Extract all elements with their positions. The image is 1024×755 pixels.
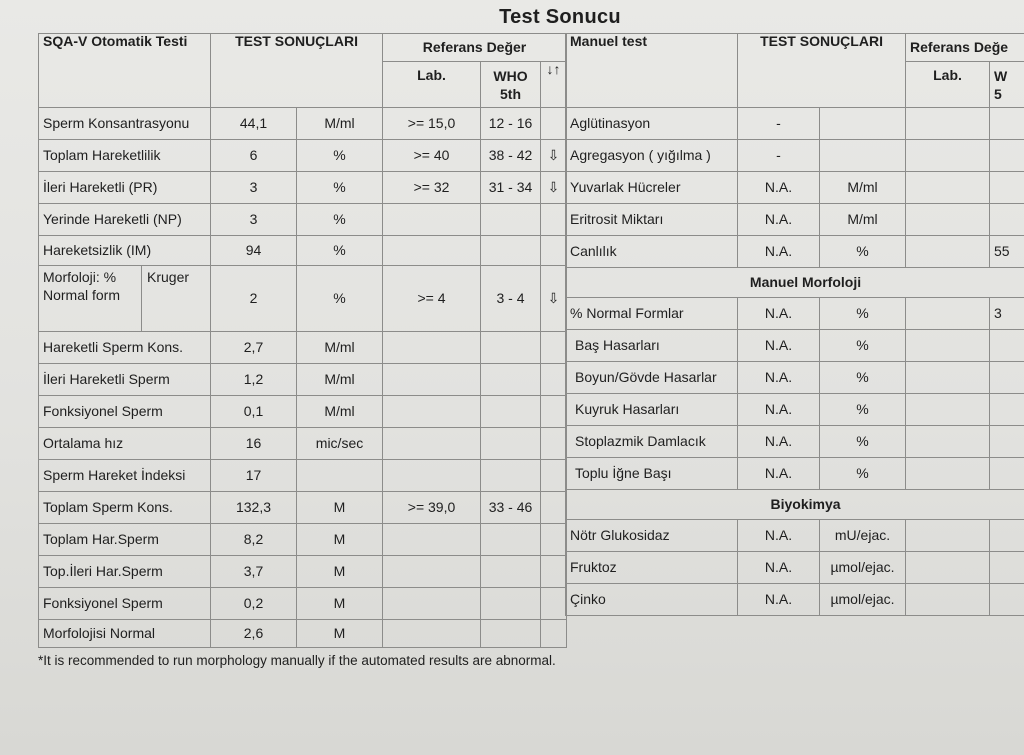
manual-result-unit: M/ml (820, 172, 906, 204)
table-row (566, 362, 1024, 394)
reference-who (481, 588, 541, 620)
manual-reference-who: 55 (990, 236, 1024, 268)
result-unit: M (297, 620, 383, 648)
reference-lab: >= 4 (383, 266, 481, 332)
table-row (566, 298, 1024, 330)
test-name: Sperm Hareket İndeksi (39, 460, 211, 492)
morphology-result-value: N.A. (738, 394, 820, 426)
table-row (39, 364, 567, 396)
reference-who: 33 - 46 (481, 492, 541, 524)
header-manual-results: TEST SONUÇLARI (738, 34, 906, 108)
low-flag-icon (541, 588, 567, 620)
result-unit: M/ml (297, 364, 383, 396)
table-row (566, 330, 1024, 362)
low-flag-icon (541, 428, 567, 460)
manual-result-value: - (738, 108, 820, 140)
morphology-result-unit: % (820, 458, 906, 490)
morphology-reference-lab (906, 394, 990, 426)
result-value: 8,2 (211, 524, 297, 556)
header-who (481, 62, 541, 108)
section-title-morphology: Manuel Morfoloji (566, 268, 1024, 298)
table-row (39, 204, 567, 236)
header-who-edition: 5th (500, 85, 522, 102)
reference-lab (383, 428, 481, 460)
result-value: 44,1 (211, 108, 297, 140)
test-name-cell (39, 266, 211, 332)
header-manual-who-label: W (994, 68, 1008, 84)
reference-who: 31 - 34 (481, 172, 541, 204)
result-unit: mic/sec (297, 428, 383, 460)
morphology-reference-lab (906, 426, 990, 458)
reference-who: 3 - 4 (481, 266, 541, 332)
manual-result-value: N.A. (738, 236, 820, 268)
result-value: 0,2 (211, 588, 297, 620)
table-row (39, 332, 567, 364)
morphology-result-unit: % (820, 426, 906, 458)
reference-who (481, 396, 541, 428)
morphology-test-name: Boyun/Gövde Hasarlar (566, 362, 738, 394)
table-row (566, 236, 1024, 268)
result-value: 6 (211, 140, 297, 172)
header-indicator: ↓↑ (541, 62, 567, 108)
biochem-result-value: N.A. (738, 520, 820, 552)
manual-reference-lab (906, 204, 990, 236)
cell-divider (141, 266, 142, 332)
result-value: 2,6 (211, 620, 297, 648)
test-method: Kruger (147, 269, 190, 285)
morphology-reference-who (990, 394, 1024, 426)
biochem-reference-who (990, 520, 1024, 552)
table-row (566, 172, 1024, 204)
low-flag-icon: ⇩ (541, 266, 567, 332)
table-row (39, 492, 567, 524)
morphology-test-name: Kuyruk Hasarları (566, 394, 738, 426)
header-manual-who (990, 62, 1024, 108)
header-manual-reference: Referans Değe (906, 34, 1024, 62)
test-name: Sperm Konsantrasyonu (39, 108, 211, 140)
result-unit: M/ml (297, 332, 383, 364)
morphology-result-unit: % (820, 330, 906, 362)
biochem-result-value: N.A. (738, 584, 820, 616)
biochem-result-unit: µmol/ejac. (820, 584, 906, 616)
reference-who (481, 524, 541, 556)
low-flag-icon: ⇩ (541, 140, 567, 172)
low-flag-icon (541, 204, 567, 236)
result-value: 3 (211, 204, 297, 236)
manual-test-rows (566, 108, 1024, 616)
morphology-reference-lab (906, 330, 990, 362)
test-name: Toplam Har.Sperm (39, 524, 211, 556)
page-title: Test Sonucu (499, 6, 621, 28)
reference-who: 38 - 42 (481, 140, 541, 172)
table-row (566, 108, 1024, 140)
table-row (566, 520, 1024, 552)
morphology-result-value: N.A. (738, 298, 820, 330)
automated-test-table (38, 33, 567, 648)
test-name: Morfolojisi Normal (39, 620, 211, 648)
morphology-test-name: Baş Hasarları (566, 330, 738, 362)
reference-lab: >= 39,0 (383, 492, 481, 524)
reference-lab (383, 524, 481, 556)
table-row (39, 266, 567, 332)
morphology-result-unit: % (820, 362, 906, 394)
low-flag-icon (541, 236, 567, 266)
reference-who (481, 460, 541, 492)
manual-result-value: N.A. (738, 172, 820, 204)
reference-who (481, 236, 541, 266)
result-unit: % (297, 172, 383, 204)
reference-who (481, 428, 541, 460)
result-value: 2,7 (211, 332, 297, 364)
test-name-line2: Normal form (43, 287, 121, 303)
biochem-reference-lab (906, 584, 990, 616)
manual-test-name: Canlılık (566, 236, 738, 268)
table-row (39, 140, 567, 172)
result-unit: % (297, 140, 383, 172)
manual-reference-who (990, 204, 1024, 236)
morphology-result-unit: % (820, 394, 906, 426)
result-unit: % (297, 266, 383, 332)
biochem-test-name: Fruktoz (566, 552, 738, 584)
table-row (566, 584, 1024, 616)
test-name: Toplam Hareketlilik (39, 140, 211, 172)
morphology-reference-who (990, 426, 1024, 458)
result-value: 1,2 (211, 364, 297, 396)
biochem-reference-who (990, 552, 1024, 584)
header-manual-lab: Lab. (906, 62, 990, 108)
reference-lab (383, 364, 481, 396)
biochem-result-unit: mU/ejac. (820, 520, 906, 552)
low-flag-icon (541, 332, 567, 364)
low-flag-icon (541, 524, 567, 556)
biochem-reference-lab (906, 552, 990, 584)
low-flag-icon: ⇩ (541, 172, 567, 204)
reference-who (481, 364, 541, 396)
result-unit: M/ml (297, 108, 383, 140)
morphology-reference-lab (906, 458, 990, 490)
reference-who (481, 332, 541, 364)
table-row (566, 552, 1024, 584)
biochem-result-unit: µmol/ejac. (820, 552, 906, 584)
low-flag-icon (541, 460, 567, 492)
manual-result-value: - (738, 140, 820, 172)
table-row (39, 396, 567, 428)
manual-reference-who (990, 140, 1024, 172)
biochem-test-name: Nötr Glukosidaz (566, 520, 738, 552)
result-value: 132,3 (211, 492, 297, 524)
reference-lab: >= 40 (383, 140, 481, 172)
result-unit: M (297, 556, 383, 588)
low-flag-icon (541, 396, 567, 428)
morphology-test-name: % Normal Formlar (566, 298, 738, 330)
test-name: Fonksiyonel Sperm (39, 396, 211, 428)
manual-result-unit (820, 108, 906, 140)
table-row (39, 428, 567, 460)
table-row (566, 394, 1024, 426)
morphology-reference-lab (906, 362, 990, 394)
reference-who (481, 204, 541, 236)
result-unit (297, 460, 383, 492)
manual-test-name: Aglütinasyon (566, 108, 738, 140)
footnote: *It is recommended to run morphology manually if the automated results are abnormal. (38, 653, 556, 668)
header-lab: Lab. (383, 62, 481, 108)
section-header-row (566, 490, 1024, 520)
manual-test-name: Eritrosit Miktarı (566, 204, 738, 236)
result-value: 3,7 (211, 556, 297, 588)
result-unit: M/ml (297, 396, 383, 428)
manual-result-unit: M/ml (820, 204, 906, 236)
morphology-reference-who (990, 330, 1024, 362)
reference-lab: >= 15,0 (383, 108, 481, 140)
manual-result-unit (820, 140, 906, 172)
result-value: 17 (211, 460, 297, 492)
low-flag-icon (541, 364, 567, 396)
reference-lab (383, 460, 481, 492)
manual-result-unit: % (820, 236, 906, 268)
low-flag-icon (541, 108, 567, 140)
manual-test-table (565, 33, 1024, 616)
reference-who (481, 620, 541, 648)
header-reference: Referans Değer (383, 34, 567, 62)
test-name: İleri Hareketli (PR) (39, 172, 211, 204)
header-results: TEST SONUÇLARI (211, 34, 383, 108)
reference-lab (383, 556, 481, 588)
result-value: 94 (211, 236, 297, 266)
result-unit: % (297, 236, 383, 266)
reference-who (481, 556, 541, 588)
table-row (566, 458, 1024, 490)
result-value: 3 (211, 172, 297, 204)
result-unit: M (297, 588, 383, 620)
reference-lab (383, 396, 481, 428)
reference-lab (383, 588, 481, 620)
manual-reference-who (990, 172, 1024, 204)
reference-who: 12 - 16 (481, 108, 541, 140)
test-name: Hareketsizlik (IM) (39, 236, 211, 266)
reference-lab (383, 204, 481, 236)
section-header-row (566, 268, 1024, 298)
morphology-test-name: Toplu İğne Başı (566, 458, 738, 490)
morphology-result-value: N.A. (738, 458, 820, 490)
table-row (566, 204, 1024, 236)
test-name: İleri Hareketli Sperm (39, 364, 211, 396)
low-flag-icon (541, 492, 567, 524)
table-row (566, 426, 1024, 458)
morphology-reference-who (990, 362, 1024, 394)
result-unit: M (297, 524, 383, 556)
biochem-result-value: N.A. (738, 552, 820, 584)
table-row (39, 172, 567, 204)
test-name: Ortalama hız (39, 428, 211, 460)
result-value: 0,1 (211, 396, 297, 428)
test-name: Yerinde Hareketli (NP) (39, 204, 211, 236)
table-row (39, 236, 567, 266)
manual-reference-lab (906, 236, 990, 268)
table-row (566, 140, 1024, 172)
header-who-label: WHO (493, 68, 528, 84)
manual-reference-lab (906, 172, 990, 204)
reference-lab (383, 236, 481, 266)
low-flag-icon (541, 556, 567, 588)
table-row (39, 524, 567, 556)
table-row (39, 556, 567, 588)
test-name-line1: Morfoloji: % (43, 269, 117, 285)
manual-reference-lab (906, 108, 990, 140)
result-unit: % (297, 204, 383, 236)
automated-test-rows (39, 108, 567, 648)
morphology-result-value: N.A. (738, 362, 820, 394)
section-title-biochemistry: Biyokimya (566, 490, 1024, 520)
reference-lab: >= 32 (383, 172, 481, 204)
table-row (39, 108, 567, 140)
biochem-test-name: Çinko (566, 584, 738, 616)
header-test-name: SQA-V Otomatik Testi (39, 34, 211, 108)
result-unit: M (297, 492, 383, 524)
morphology-reference-who: 3 (990, 298, 1024, 330)
biochem-reference-who (990, 584, 1024, 616)
table-row (39, 620, 567, 648)
test-name: Hareketli Sperm Kons. (39, 332, 211, 364)
manual-test-name: Agregasyon ( yığılma ) (566, 140, 738, 172)
test-name: Top.İleri Har.Sperm (39, 556, 211, 588)
header-manual-test: Manuel test (566, 34, 738, 108)
morphology-test-name: Stoplazmik Damlacık (566, 426, 738, 458)
manual-reference-lab (906, 140, 990, 172)
morphology-result-value: N.A. (738, 426, 820, 458)
reference-lab (383, 620, 481, 648)
header-manual-who-edition: 5 (994, 85, 1002, 102)
test-name: Fonksiyonel Sperm (39, 588, 211, 620)
low-flag-icon (541, 620, 567, 648)
table-row (39, 460, 567, 492)
reference-lab (383, 332, 481, 364)
morphology-result-value: N.A. (738, 330, 820, 362)
morphology-reference-who (990, 458, 1024, 490)
morphology-reference-lab (906, 298, 990, 330)
result-value: 2 (211, 266, 297, 332)
result-value: 16 (211, 428, 297, 460)
table-row (39, 588, 567, 620)
morphology-result-unit: % (820, 298, 906, 330)
biochem-reference-lab (906, 520, 990, 552)
manual-test-name: Yuvarlak Hücreler (566, 172, 738, 204)
manual-result-value: N.A. (738, 204, 820, 236)
test-name: Toplam Sperm Kons. (39, 492, 211, 524)
manual-reference-who (990, 108, 1024, 140)
